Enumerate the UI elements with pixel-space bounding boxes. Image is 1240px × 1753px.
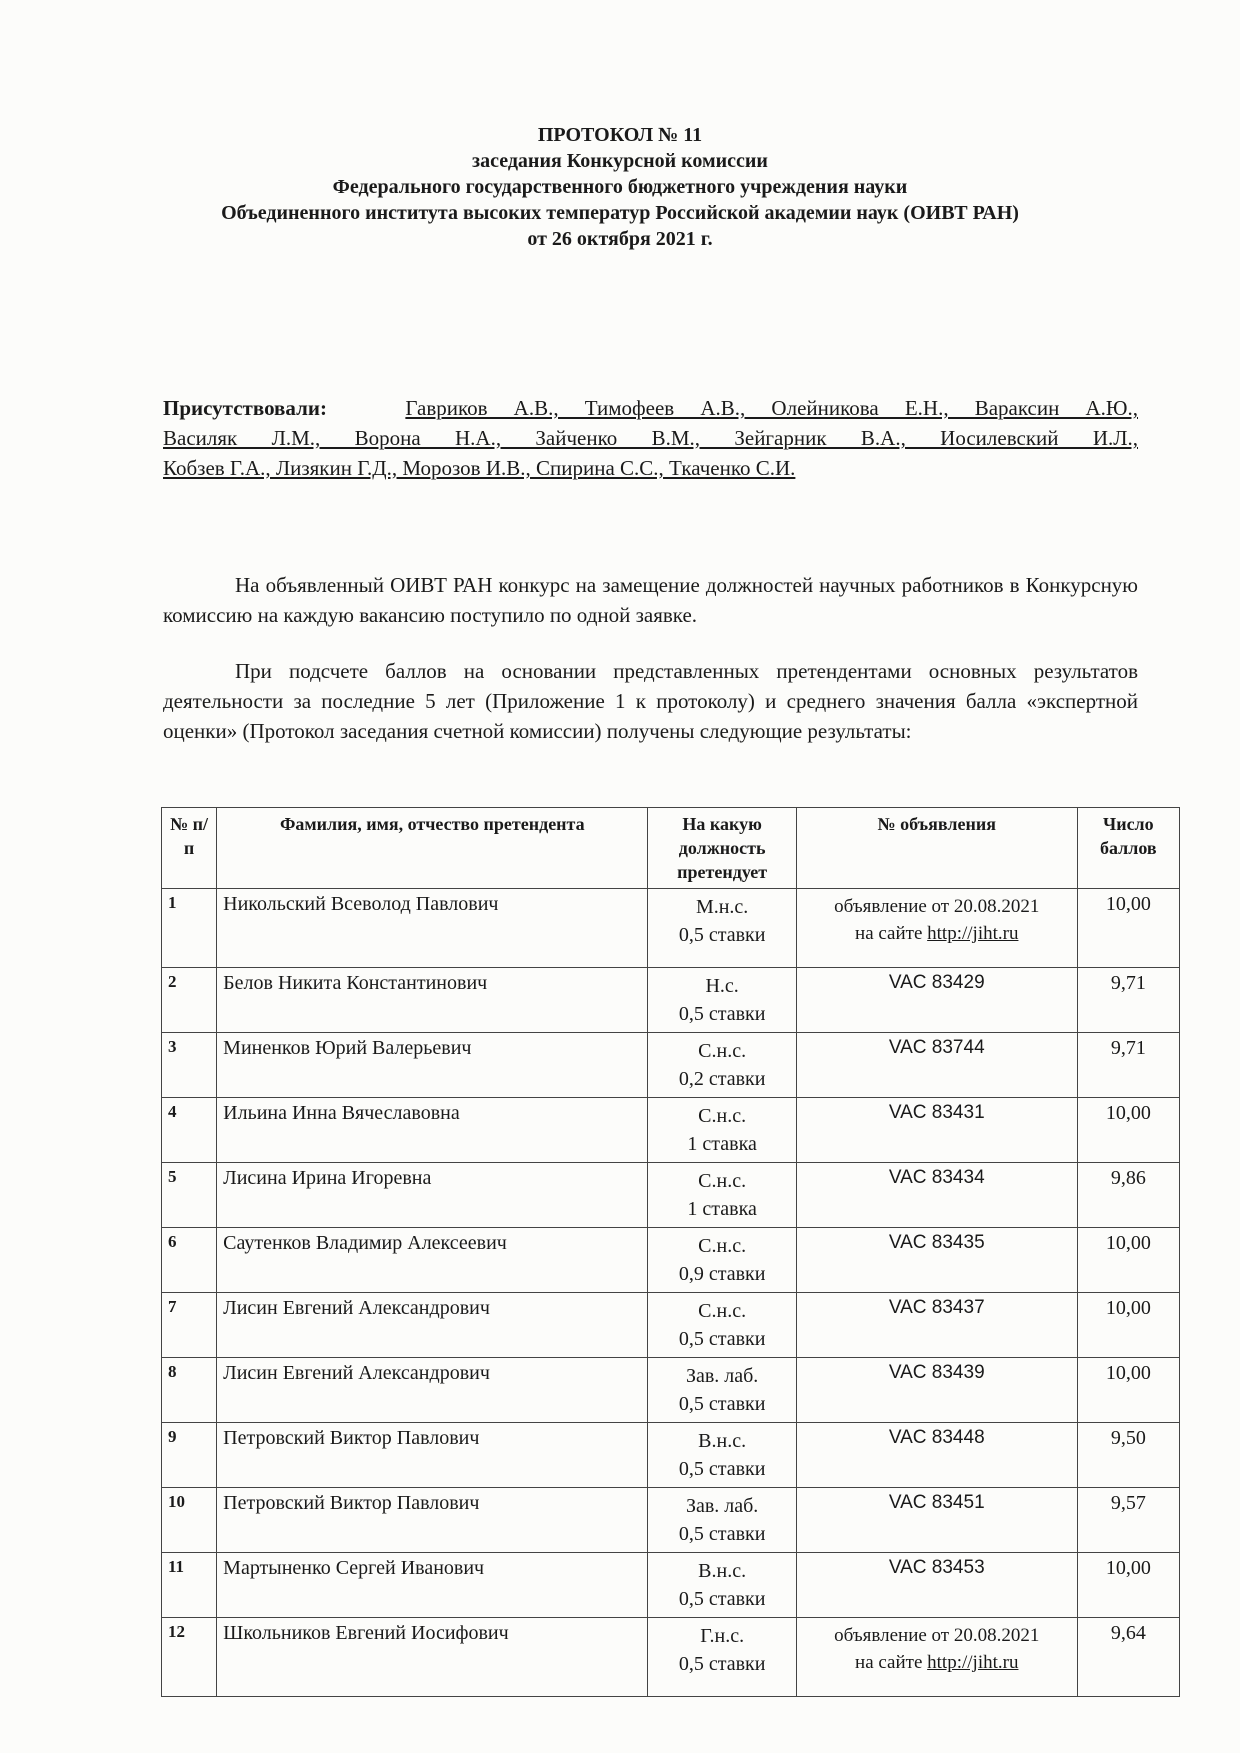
table-header-row	[162, 808, 1180, 889]
table-row	[162, 889, 1180, 968]
attendees-block	[163, 393, 1138, 483]
cell-num: 10	[162, 1488, 217, 1553]
cell-score: 10,00	[1077, 1293, 1179, 1358]
cell-score: 10,00	[1077, 1228, 1179, 1293]
site-link[interactable]: http://jiht.ru	[927, 1652, 1019, 1673]
cell-position: С.н.с. 1 ставка	[648, 1098, 796, 1163]
cell-name: Миненков Юрий Валерьевич	[217, 1033, 648, 1098]
cell-announcement: VAC 83437	[796, 1293, 1077, 1358]
cell-num: 7	[162, 1293, 217, 1358]
cell-num: 3	[162, 1033, 217, 1098]
table-row	[162, 968, 1180, 1033]
cell-num: 4	[162, 1098, 217, 1163]
col-header-position: На какую должность претендует	[648, 808, 796, 889]
header-line-2: заседания Конкурсной комиссии	[472, 150, 768, 172]
cell-name: Лисин Евгений Александрович	[217, 1358, 648, 1423]
header-line-3: Федерального государственного бюджетного учреждения науки	[332, 176, 908, 198]
cell-num: 9	[162, 1423, 217, 1488]
cell-position: В.н.с. 0,5 ставки	[648, 1553, 796, 1618]
cell-num: 5	[162, 1163, 217, 1228]
cell-score: 9,57	[1077, 1488, 1179, 1553]
cell-score: 10,00	[1077, 1098, 1179, 1163]
cell-announcement: VAC 83744	[796, 1033, 1077, 1098]
table-row	[162, 1423, 1180, 1488]
cell-announcement: VAC 83429	[796, 968, 1077, 1033]
cell-announcement: объявление от 20.08.2021 на сайте http://jiht.ru	[796, 889, 1077, 968]
cell-position: Г.н.с. 0,5 ставки	[648, 1618, 796, 1697]
cell-score: 10,00	[1077, 1553, 1179, 1618]
table-row	[162, 1228, 1180, 1293]
attendees-line-1: Гавриков А.В., Тимофеев А.В., Олейникова Е.Н., Вараксин А.Ю.,	[405, 396, 1138, 420]
cell-announcement: VAC 83434	[796, 1163, 1077, 1228]
cell-position: С.н.с. 1 ставка	[648, 1163, 796, 1228]
cell-announcement: VAC 83453	[796, 1553, 1077, 1618]
cell-position: Зав. лаб. 0,5 ставки	[648, 1358, 796, 1423]
document-header	[0, 122, 1240, 252]
cell-position: С.н.с. 0,5 ставки	[648, 1293, 796, 1358]
cell-score: 9,71	[1077, 1033, 1179, 1098]
cell-score: 9,86	[1077, 1163, 1179, 1228]
paragraph-applications: На объявленный ОИВТ РАН конкурс на замещение должностей научных работников в Конкурсную комиссию на каждую вакансию поступило по одной заявке.	[163, 573, 1138, 627]
cell-name: Школьников Евгений Иосифович	[217, 1618, 648, 1697]
paragraph-scoring: При подсчете баллов на основании представленных претендентами основных результатов деятельности за последние 5 лет (Приложение 1 к протоколу) и среднего значения балла «экспертной оценки» (Протокол заседания счетной комиссии) получены следующие результаты:	[163, 659, 1138, 743]
table-row	[162, 1163, 1180, 1228]
cell-num: 1	[162, 889, 217, 968]
col-header-announcement: № объявления	[796, 808, 1077, 889]
table-row	[162, 1618, 1180, 1697]
attendees-label: Присутствовали:	[163, 396, 327, 420]
cell-name: Петровский Виктор Павлович	[217, 1423, 648, 1488]
cell-num: 2	[162, 968, 217, 1033]
table-row	[162, 1098, 1180, 1163]
col-header-score: Число баллов	[1077, 808, 1179, 889]
site-link[interactable]: http://jiht.ru	[927, 923, 1019, 944]
cell-announcement: VAC 83448	[796, 1423, 1077, 1488]
cell-name: Саутенков Владимир Алексеевич	[217, 1228, 648, 1293]
attendees-line-2: Василяк Л.М., Ворона Н.А., Зайченко В.М., Зейгарник В.А., Иосилевский И.Л.,	[163, 426, 1138, 450]
table-row	[162, 1488, 1180, 1553]
cell-position: М.н.с. 0,5 ставки	[648, 889, 796, 968]
table-row	[162, 1033, 1180, 1098]
cell-position: С.н.с. 0,9 ставки	[648, 1228, 796, 1293]
cell-name: Петровский Виктор Павлович	[217, 1488, 648, 1553]
cell-position: С.н.с. 0,2 ставки	[648, 1033, 796, 1098]
table-row	[162, 1553, 1180, 1618]
cell-num: 6	[162, 1228, 217, 1293]
protocol-date: от 26 октября 2021 г.	[527, 228, 713, 250]
cell-name: Лисина Ирина Игоревна	[217, 1163, 648, 1228]
cell-announcement: VAC 83451	[796, 1488, 1077, 1553]
header-line-4: Объединенного института высоких температур Российской академии наук (ОИВТ РАН)	[221, 202, 1019, 224]
cell-announcement: VAC 83431	[796, 1098, 1077, 1163]
cell-num: 12	[162, 1618, 217, 1697]
cell-score: 9,50	[1077, 1423, 1179, 1488]
cell-announcement: VAC 83435	[796, 1228, 1077, 1293]
protocol-title: ПРОТОКОЛ № 11	[537, 124, 703, 146]
cell-position: В.н.с. 0,5 ставки	[648, 1423, 796, 1488]
attendees-line-3: Кобзев Г.А., Лизякин Г.Д., Морозов И.В., Спирина С.С., Ткаченко С.И.	[163, 456, 796, 480]
cell-num: 11	[162, 1553, 217, 1618]
table-row	[162, 1358, 1180, 1423]
cell-announcement: VAC 83439	[796, 1358, 1077, 1423]
cell-name: Никольский Всеволод Павлович	[217, 889, 648, 968]
cell-score: 9,71	[1077, 968, 1179, 1033]
cell-score: 9,64	[1077, 1618, 1179, 1697]
col-header-name: Фамилия, имя, отчество претендента	[217, 808, 648, 889]
cell-num: 8	[162, 1358, 217, 1423]
cell-score: 10,00	[1077, 1358, 1179, 1423]
results-table	[161, 807, 1180, 1697]
col-header-num: № п/п	[162, 808, 217, 889]
cell-announcement: объявление от 20.08.2021 на сайте http://jiht.ru	[796, 1618, 1077, 1697]
cell-position: Н.с. 0,5 ставки	[648, 968, 796, 1033]
cell-score: 10,00	[1077, 889, 1179, 968]
table-row	[162, 1293, 1180, 1358]
cell-name: Лисин Евгений Александрович	[217, 1293, 648, 1358]
cell-name: Ильина Инна Вячеславовна	[217, 1098, 648, 1163]
cell-name: Белов Никита Константинович	[217, 968, 648, 1033]
cell-position: Зав. лаб. 0,5 ставки	[648, 1488, 796, 1553]
cell-name: Мартыненко Сергей Иванович	[217, 1553, 648, 1618]
